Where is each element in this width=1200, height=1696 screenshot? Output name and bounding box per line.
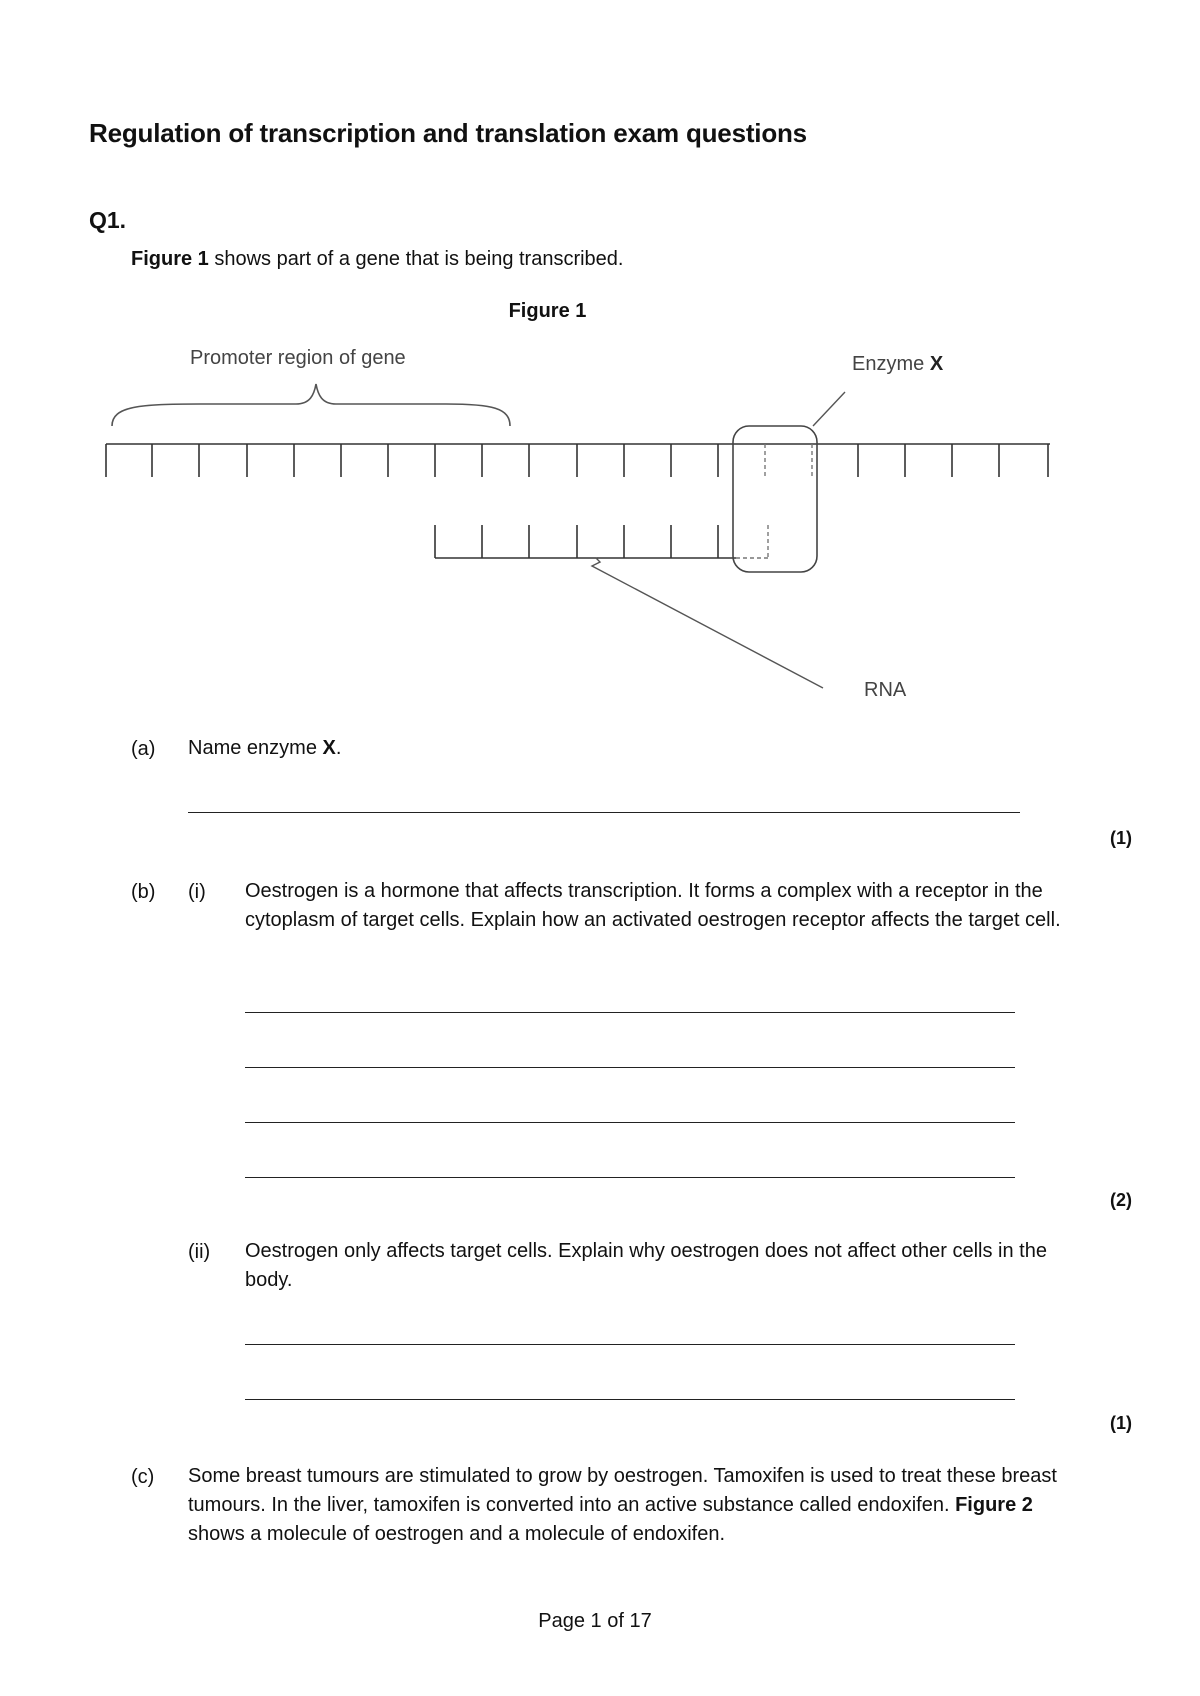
intro-text: shows part of a gene that is being transcribed.: [208, 248, 624, 270]
figure-1-diagram: [0, 340, 1200, 710]
figure-1-caption: Figure 1: [508, 300, 587, 322]
page-footer: Page 1 of 17: [538, 1610, 652, 1632]
enzyme-x-shape: [733, 426, 817, 572]
answer-line-b-i-4[interactable]: [245, 1177, 1015, 1178]
enzyme-leader-line: [813, 392, 845, 426]
rna-bases: [435, 525, 718, 558]
part-b-i-label: (i): [188, 881, 206, 903]
dna-top-dashed-bases: [765, 444, 812, 477]
page-title: Regulation of transcription and translation exam questions: [89, 118, 807, 148]
promoter-brace: [112, 384, 510, 426]
part-a-label: (a): [131, 738, 156, 760]
enzyme-label: Enzyme X: [852, 353, 944, 375]
answer-line-b-i-3[interactable]: [245, 1122, 1015, 1123]
answer-line-b-ii-1[interactable]: [245, 1344, 1015, 1345]
question-intro: [131, 245, 623, 274]
part-c-question: Some breast tumours are stimulated to grow by oestrogen. Tamoxifen is used to treat these breast tumours. In the liver, tamoxifen is converted into an active substance called endoxifen. Figure 2 shows a molecule of oestrogen and a molecule of endoxifen.: [188, 1465, 1057, 1545]
rna-leader-line: [592, 558, 823, 688]
marks-b-i: (2): [1110, 1190, 1132, 1210]
question-number: Q1.: [89, 207, 127, 233]
promoter-label: Promoter region of gene: [190, 347, 406, 369]
figure-ref: Figure 1: [131, 248, 209, 270]
rna-label: RNA: [864, 679, 907, 701]
part-b-ii-label: (ii): [188, 1241, 211, 1263]
answer-line-b-i-1[interactable]: [245, 1012, 1015, 1013]
answer-line-a[interactable]: [188, 812, 1020, 813]
part-b-ii-question: Oestrogen only affects target cells. Explain why oestrogen does not affect other cells in the body.: [245, 1240, 1047, 1291]
part-c-label: (c): [131, 1466, 155, 1488]
part-a-question: Name enzyme X.: [188, 737, 342, 759]
answer-line-b-ii-2[interactable]: [245, 1399, 1015, 1400]
answer-line-b-i-2[interactable]: [245, 1067, 1015, 1068]
marks-a: (1): [1110, 828, 1132, 848]
rna-dashed-end: [736, 525, 768, 558]
dna-top-bases: [106, 444, 1048, 477]
part-b-i-question: Oestrogen is a hormone that affects transcription. It forms a complex with a receptor in the cytoplasm of target cells. Explain how an activated oestrogen receptor affects the target cell.: [245, 880, 1061, 931]
marks-b-ii: (1): [1110, 1413, 1132, 1433]
part-b-label: (b): [131, 881, 156, 903]
